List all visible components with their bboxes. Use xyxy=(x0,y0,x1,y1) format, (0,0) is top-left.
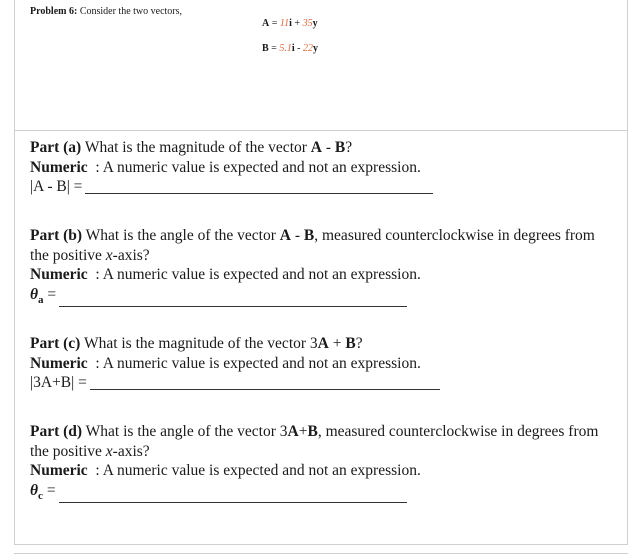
part-d-text-1: What is the angle of the vector 3 xyxy=(82,423,288,440)
theta-symbol: θ xyxy=(30,285,39,303)
vector-a-definition xyxy=(262,18,318,29)
vector-a-eq: = xyxy=(269,18,280,29)
part-b-answer-row xyxy=(30,285,615,311)
part-a-numeric-hint xyxy=(30,158,615,178)
part-d-x-variable: x xyxy=(105,442,113,460)
vector-a-j-coefficient: 35 xyxy=(302,18,313,29)
vector-a-i-unit: i xyxy=(289,18,292,29)
part-a-label: Part (a) xyxy=(30,139,82,156)
numeric-hint-text: : A numeric value is expected and not an expression. xyxy=(87,266,421,283)
part-b-eq: = xyxy=(43,285,57,303)
part-c-label: Part (c) xyxy=(30,335,81,352)
part-d-answer-row xyxy=(30,481,615,507)
part-c-question xyxy=(30,334,615,354)
part-b-label: Part (b) xyxy=(30,227,83,244)
part-b-vector-2: B xyxy=(303,227,315,244)
vector-b-sep: - xyxy=(294,43,303,54)
part-b-x-variable: x xyxy=(105,246,113,264)
part-d-numeric-hint xyxy=(30,461,615,481)
part-d-text-2: + xyxy=(298,423,308,440)
vector-a-sep: + xyxy=(291,18,303,29)
part-b-text-3: , measured counterclockwise in degrees from the positive xyxy=(30,227,595,264)
vector-b-eq: = xyxy=(268,43,280,54)
part-b-text-1: What is the angle of the vector xyxy=(82,227,280,244)
numeric-label: Numeric xyxy=(30,266,88,283)
part-d-vector-2: B xyxy=(307,423,318,440)
part-b-text-4: -axis? xyxy=(112,246,150,264)
problem-header-panel xyxy=(14,0,628,131)
part-c-text-1: What is the magnitude of the vector 3 xyxy=(80,335,318,352)
part-a-text-1: What is the magnitude of the vector xyxy=(81,139,311,156)
part-c xyxy=(30,334,615,393)
part-c-text-3: ? xyxy=(355,335,363,352)
part-a-answer-row xyxy=(30,177,615,197)
vector-b-name: B xyxy=(262,43,269,54)
theta-symbol: θ xyxy=(30,481,39,499)
numeric-label: Numeric xyxy=(30,354,88,372)
part-d-eq: = xyxy=(42,481,56,499)
part-d xyxy=(30,422,615,506)
numeric-label: Numeric xyxy=(30,158,88,176)
part-a-vector-1: A xyxy=(310,139,322,156)
vector-b-i-unit: i xyxy=(291,43,295,54)
part-c-answer-label: |3A+B| = xyxy=(30,374,87,391)
part-d-label: Part (d) xyxy=(30,423,83,440)
part-d-answer-label xyxy=(30,481,56,507)
vector-b-j-coefficient: 22 xyxy=(302,43,313,54)
part-c-numeric-hint xyxy=(30,354,615,374)
theta-subscript: c xyxy=(38,489,43,502)
part-b-question xyxy=(30,226,615,265)
part-c-answer-row xyxy=(30,373,615,393)
part-b-answer-label xyxy=(30,285,56,311)
part-b-numeric-hint xyxy=(30,265,615,285)
vector-b-i-coefficient: 5.1 xyxy=(279,43,292,54)
part-a xyxy=(30,138,615,197)
theta-subscript: a xyxy=(38,293,44,306)
part-a-answer-field[interactable] xyxy=(85,179,433,194)
numeric-hint-text: : A numeric value is expected and not an expression. xyxy=(87,354,421,372)
part-a-vector-2: B xyxy=(334,139,346,156)
vector-a-name: A xyxy=(262,18,270,29)
part-a-text-2: - xyxy=(322,139,335,156)
part-d-text-3: , measured counterclockwise in degrees from the positive xyxy=(30,423,599,460)
part-b-answer-field[interactable] xyxy=(59,292,407,307)
numeric-hint-text: : A numeric value is expected and not an expression. xyxy=(87,158,421,176)
problem-number: Problem 6: xyxy=(30,6,78,17)
part-c-answer-field[interactable] xyxy=(90,375,440,390)
numeric-hint-text: : A numeric value is expected and not an expression. xyxy=(87,462,421,479)
part-d-text-4: -axis? xyxy=(112,442,150,460)
vector-b-j-unit: y xyxy=(312,43,318,54)
part-c-text-2: + xyxy=(328,335,346,352)
numeric-label: Numeric xyxy=(30,462,88,479)
part-d-vector-1: A xyxy=(287,423,299,440)
part-a-text-3: ? xyxy=(345,139,353,156)
part-c-vector-2: B xyxy=(345,335,356,352)
problem-intro: Consider the two vectors, xyxy=(77,6,183,17)
part-d-question xyxy=(30,422,615,461)
problem-title xyxy=(30,6,182,17)
part-b xyxy=(30,226,615,310)
part-b-text-2: - xyxy=(290,227,304,244)
part-a-question xyxy=(30,138,615,158)
vector-a-i-coefficient: 11 xyxy=(279,18,290,29)
vector-b-definition xyxy=(262,43,318,54)
part-b-vector-1: A xyxy=(279,227,291,244)
vector-a-j-unit: y xyxy=(312,18,318,29)
part-a-answer-label: |A - B| = xyxy=(30,178,83,195)
footer-divider xyxy=(14,553,628,554)
part-d-answer-field[interactable] xyxy=(59,488,407,503)
part-c-vector-1: A xyxy=(317,335,329,352)
